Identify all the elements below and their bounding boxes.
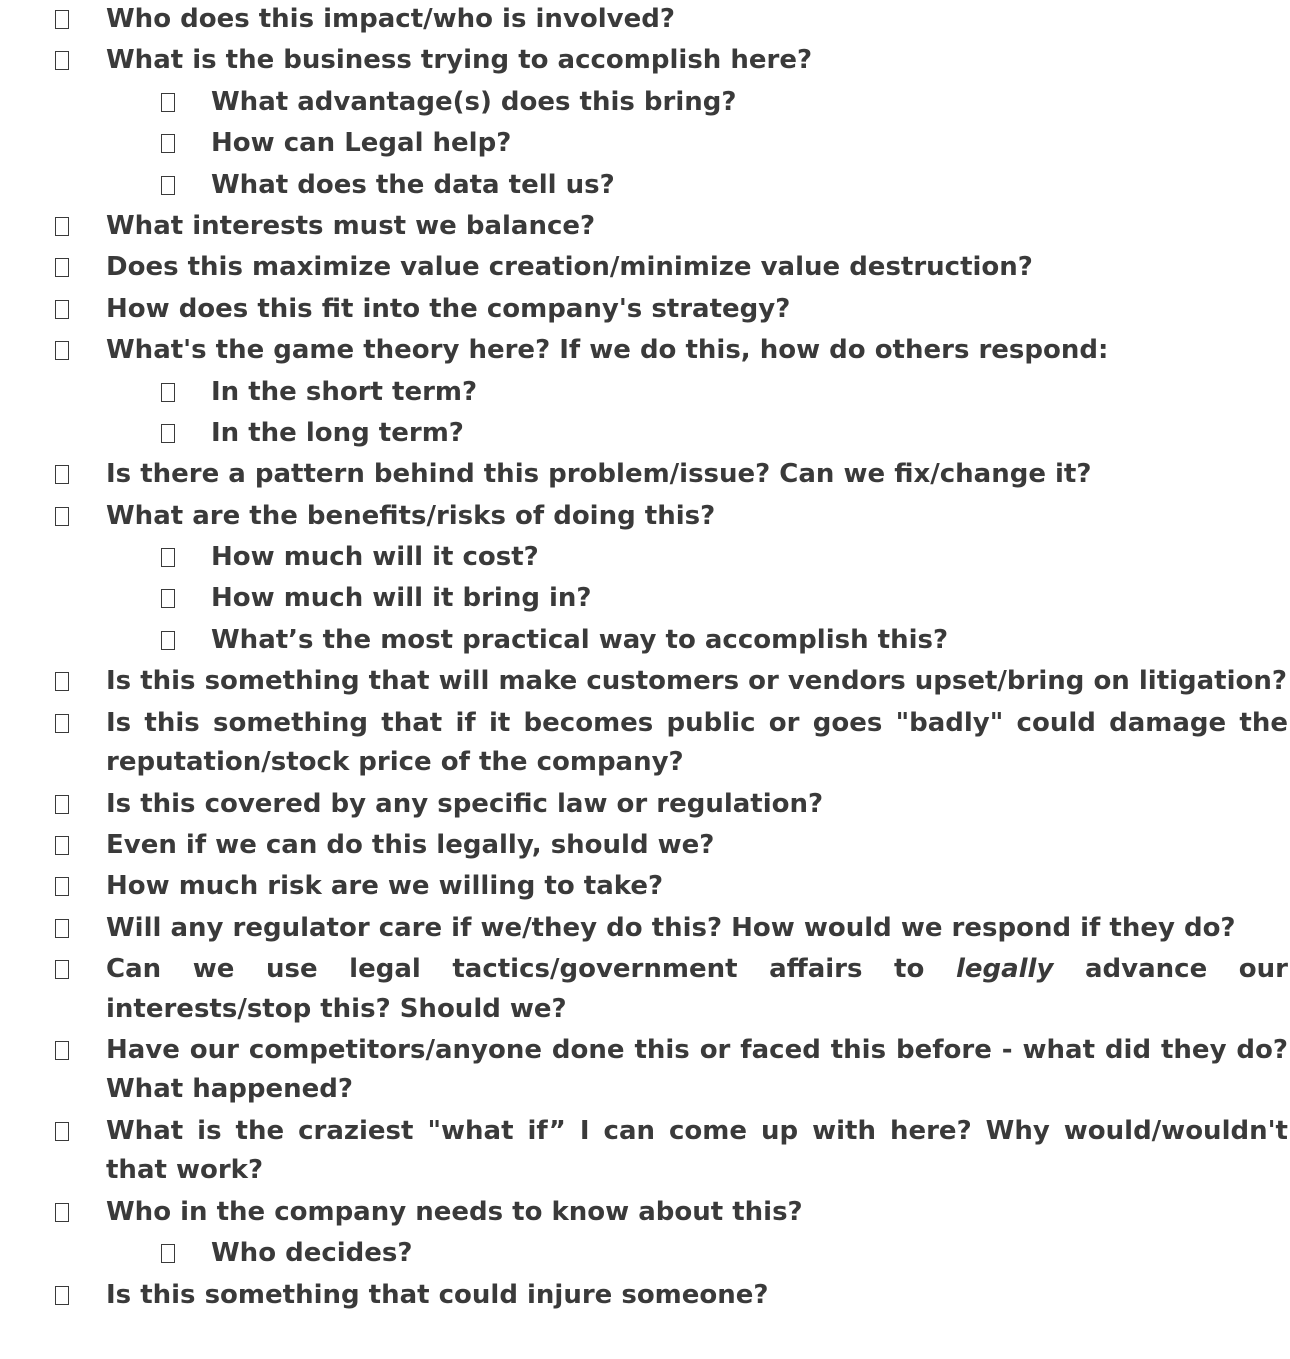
checklist-item-text: Who does this impact/who is involved? [106, 4, 675, 34]
checklist-item-text: How can Legal help? [211, 128, 512, 159]
checklist-item-text: What does the data tell us? [211, 169, 615, 200]
checklist-item-text: Is there a pattern behind this problem/issue? Can we fix/change it? [106, 459, 1092, 490]
checklist-item-text: What are the benefits/risks of doing this? [106, 500, 716, 531]
checklist-item-text: Is this something that will make customers or vendors upset/bring on litigation? [106, 666, 1287, 697]
emphasized-text: legally [955, 954, 1054, 985]
checkbox-icon[interactable] [161, 424, 175, 443]
checklist-item-text: Who decides? [211, 1238, 413, 1269]
checkbox-icon[interactable] [55, 1122, 69, 1141]
checklist-item-text: Is this covered by any specific law or regulation? [106, 788, 824, 819]
checklist-item [0, 497, 1290, 538]
checklist-item [0, 248, 1290, 289]
checklist-item-text: Is this something that could injure someone? [106, 1279, 769, 1310]
checklist-item-text: In the short term? [211, 376, 478, 407]
checklist-item [0, 662, 1290, 703]
checklist-item-text: Even if we can do this legally, should we? [106, 829, 715, 860]
checklist-item [0, 1031, 1290, 1112]
checkbox-icon[interactable] [55, 465, 69, 484]
checkbox-icon[interactable] [55, 919, 69, 938]
checklist-item [0, 909, 1290, 950]
checklist-item-text: In the long term? [211, 417, 464, 448]
checkbox-icon[interactable] [161, 134, 175, 153]
checkbox-icon[interactable] [55, 836, 69, 855]
checkbox-icon[interactable] [55, 1286, 69, 1305]
checklist-item [0, 1276, 1290, 1317]
checklist-item-text: What is the craziest "what if” I can come up with here? Why would/wouldn't that work? [106, 1115, 1288, 1186]
checkbox-icon[interactable] [161, 93, 175, 112]
checklist-subitem [0, 124, 1290, 165]
checklist-item-text: Will any regulator care if we/they do this? How would we respond if they do? [106, 912, 1236, 943]
checklist-item [0, 1112, 1290, 1193]
checkbox-icon[interactable] [161, 589, 175, 608]
checklist-item-text: What interests must we balance? [106, 210, 596, 241]
checklist-item-text: What advantage(s) does this bring? [211, 86, 737, 117]
checklist-item-text: How much will it bring in? [211, 583, 592, 614]
checkbox-icon[interactable] [55, 795, 69, 814]
checkbox-icon[interactable] [55, 217, 69, 236]
checklist-item-text: Have our competitors/anyone done this or faced this before - what did they do? What happened? [106, 1034, 1288, 1105]
checklist-item [0, 1193, 1290, 1234]
checklist-item [0, 455, 1290, 496]
checklist-subitem [0, 83, 1290, 124]
checkbox-icon[interactable] [55, 507, 69, 526]
checklist-item [0, 704, 1290, 785]
checklist-item [0, 290, 1290, 331]
checklist-item-text: What is the business trying to accomplish here? [106, 45, 813, 76]
checklist-subitem [0, 621, 1290, 662]
checklist-item-text [106, 954, 1288, 1024]
checklist-item-text: How does this fit into the company's strategy? [106, 293, 791, 324]
checklist-item [0, 785, 1290, 826]
checklist-item-text: What's the game theory here? If we do this, how do others respond: [106, 335, 1109, 366]
checkbox-icon[interactable] [161, 631, 175, 650]
checklist-item-text: What’s the most practical way to accomplish this? [211, 624, 949, 655]
checkbox-icon[interactable] [55, 1041, 69, 1060]
checkbox-icon[interactable] [55, 258, 69, 277]
checklist-item-text: Does this maximize value creation/minimize value destruction? [106, 252, 1033, 283]
checklist-item-text: How much will it cost? [211, 542, 539, 573]
checklist-item [0, 207, 1290, 248]
checklist-item [0, 867, 1290, 908]
checkbox-icon[interactable] [161, 548, 175, 567]
checklist-subitem [0, 538, 1290, 579]
checkbox-icon[interactable] [55, 300, 69, 319]
checkbox-icon[interactable] [161, 1244, 175, 1263]
checklist-subitem [0, 1234, 1290, 1275]
checklist-item-text: How much risk are we willing to take? [106, 871, 664, 902]
checkbox-icon[interactable] [55, 877, 69, 896]
checkbox-icon[interactable] [55, 51, 69, 70]
checkbox-icon[interactable] [161, 176, 175, 195]
checklist-item [0, 331, 1290, 372]
checkbox-icon[interactable] [55, 1203, 69, 1222]
checklist-item [0, 950, 1290, 1031]
checklist-subitem [0, 579, 1290, 620]
checkbox-icon[interactable] [161, 383, 175, 402]
checklist-subitem [0, 414, 1290, 455]
checklist-item [0, 41, 1290, 82]
checklist-item [0, 0, 1290, 41]
checklist-item-text: Who in the company needs to know about this? [106, 1196, 803, 1227]
checklist-subitem [0, 166, 1290, 207]
checklist-item [0, 826, 1290, 867]
text-segment: advance our interests/stop this? Should we? [106, 954, 1288, 1024]
checkbox-icon[interactable] [55, 714, 69, 733]
checklist-item-text: Is this something that if it becomes public or goes "badly" could damage the reputation/stock price of the company? [106, 707, 1288, 778]
checkbox-icon[interactable] [55, 10, 69, 29]
text-segment: Can we use legal tactics/government affairs to [106, 954, 956, 985]
checkbox-icon[interactable] [55, 341, 69, 360]
checkbox-icon[interactable] [55, 960, 69, 979]
checkbox-icon[interactable] [55, 672, 69, 691]
checklist-subitem [0, 373, 1290, 414]
